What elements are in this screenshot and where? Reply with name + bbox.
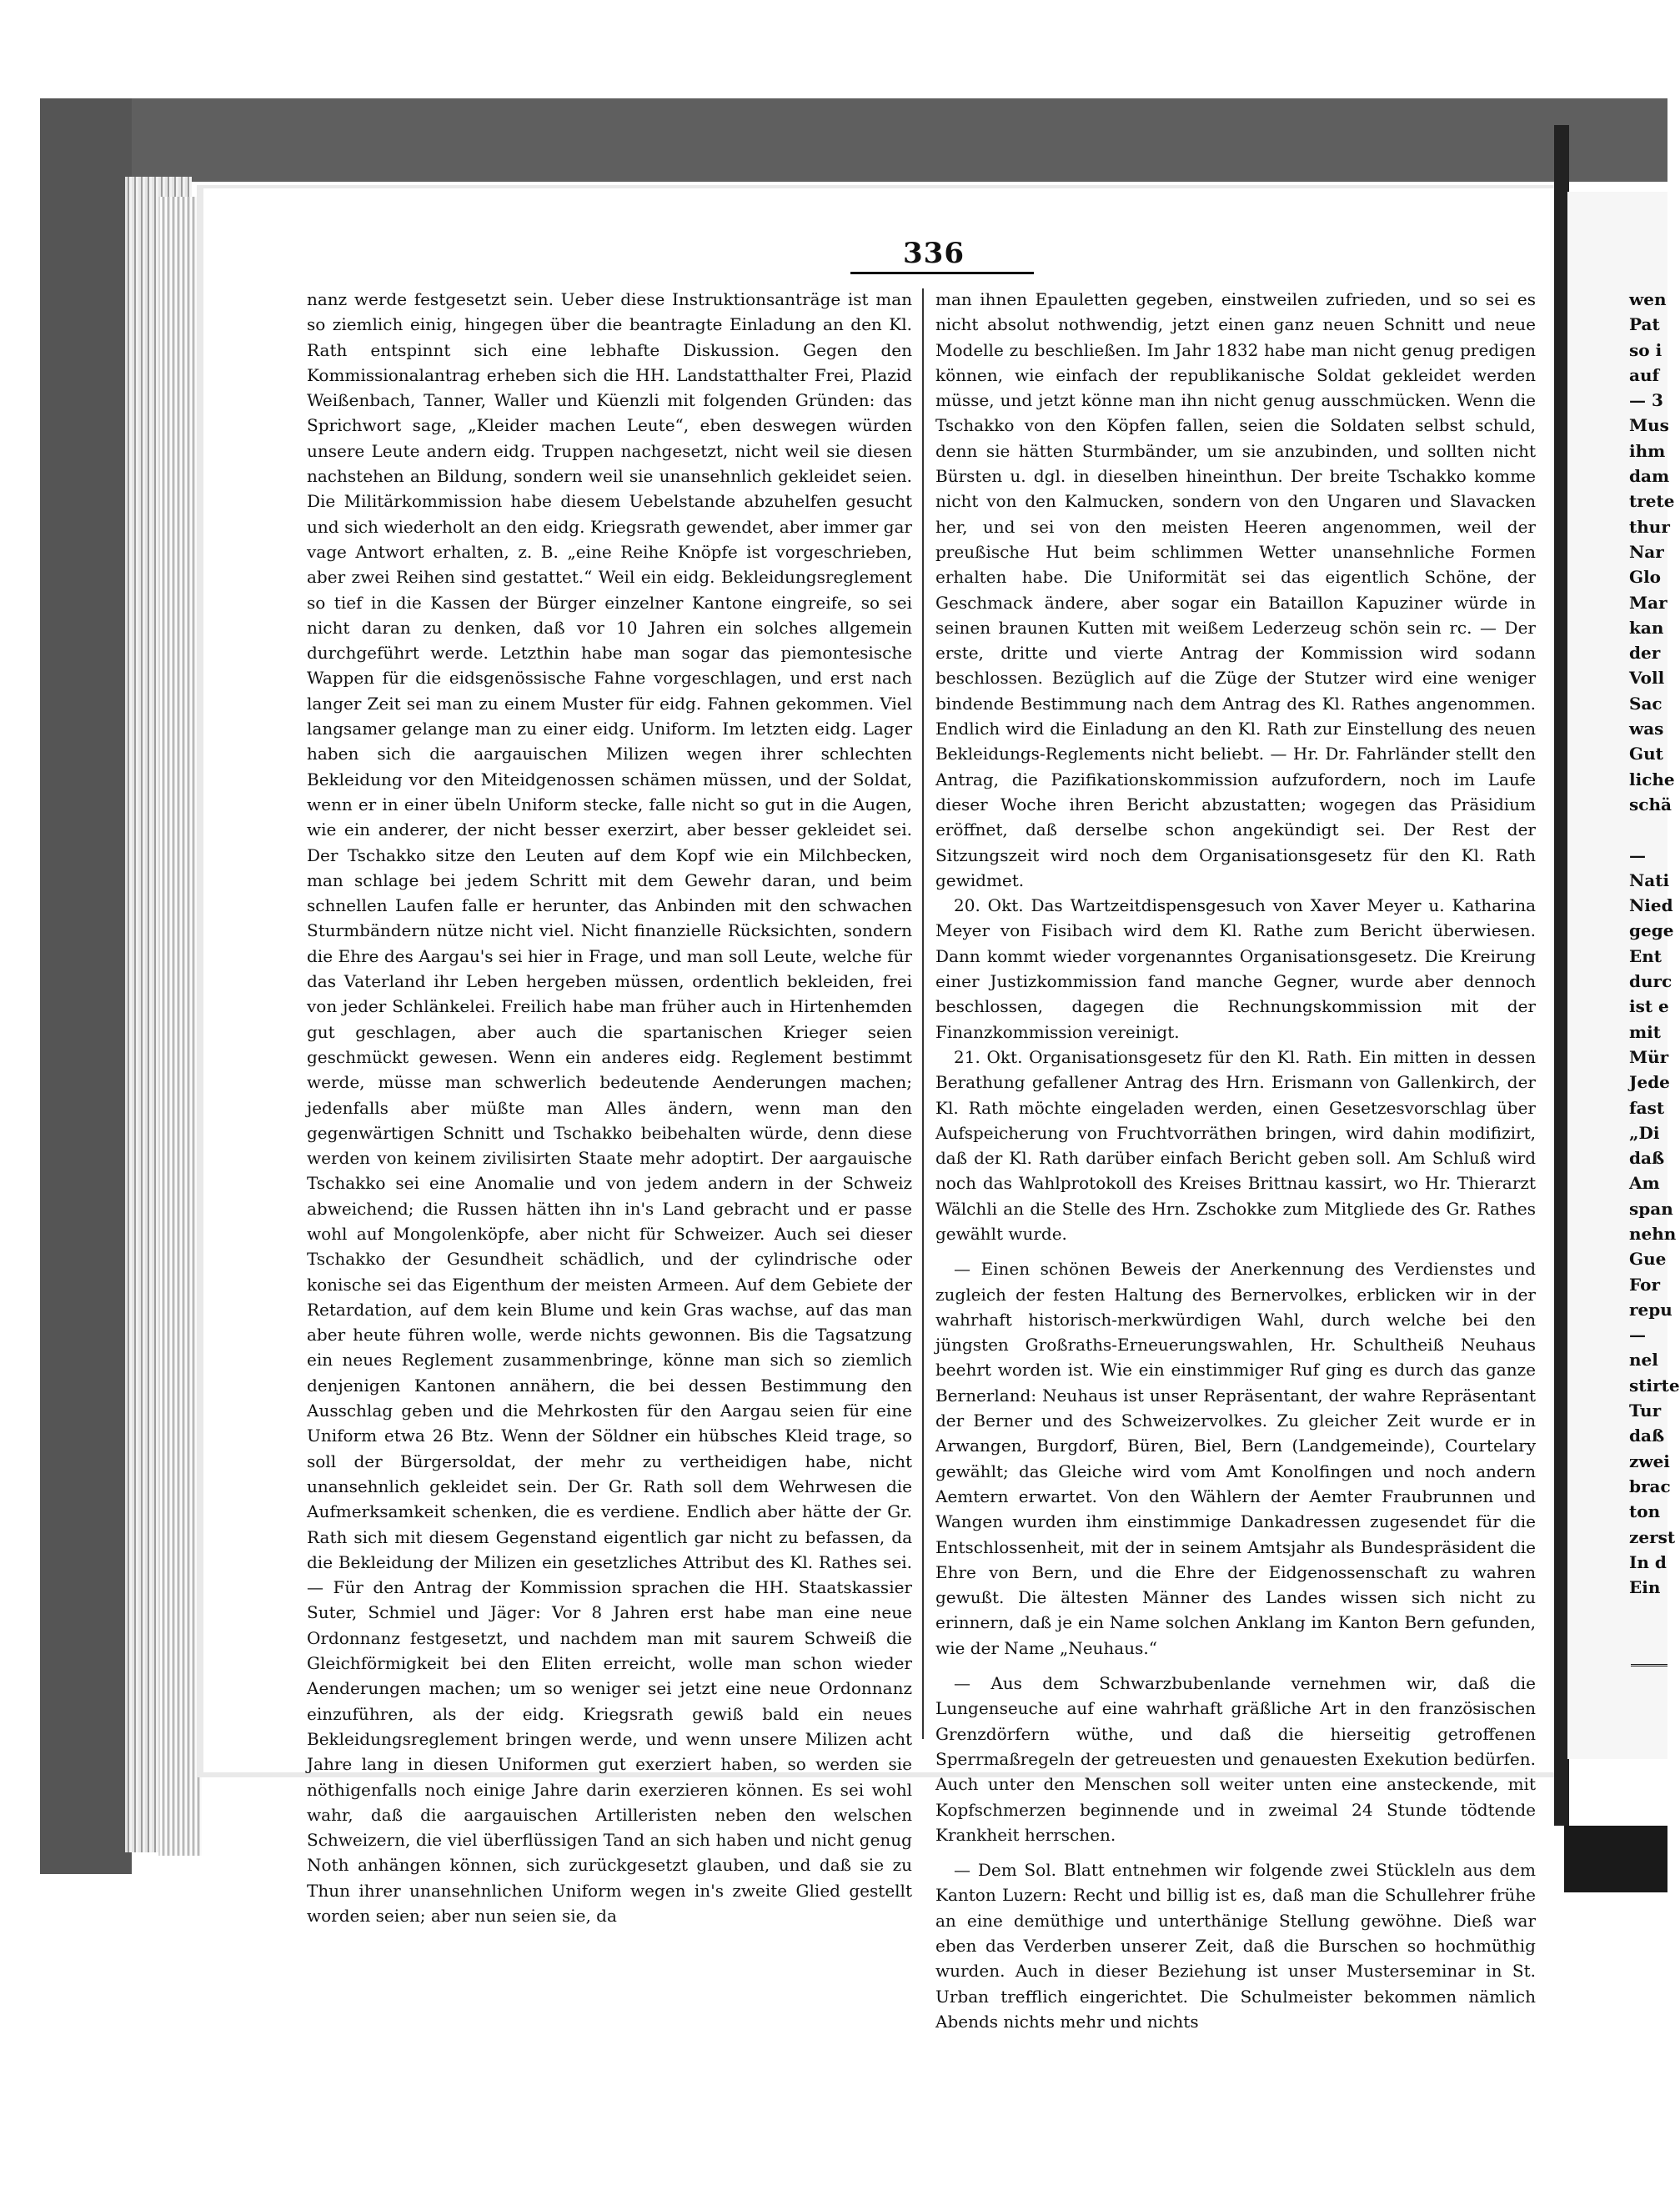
margin-fragment: Sac: [1629, 693, 1662, 714]
article-paragraph: 21. Okt. Organisationsgesetz für den Kl. Rath. Ein mitten in dessen Berathung gefallener Antrag des Hrn. Erismann von Gallenkirch, der Kl. Rath möchte eingeladen werden, einen Gesetzesvorschlag über Aufspeicherung von Fruchtvorräthen bringen, wird dahin modifizirt, daß der Kl. Rath darüber einfach Bericht geben soll. Am Schluß wird noch das Wahlprotokoll des Kreises Brittnau kassirt, wo Hr. Thierarzt Wälchli an die Stelle des Hrn. Zschokke zum Mitgliede des Gr. Rathes gewählt wurde.: [935, 1046, 1536, 1244]
article-paragraph: nanz werde festgesetzt sein. Ueber diese Instruktionsanträge ist man so ziemlich einig, hingegen über die beantragte Einladung an den Kl. Rath entspinnt sich eine lebhafte Diskussion. Gegen den Kommissionalantrag erheben sich die HH. Landstatthalter Frei, Plazid Weißenbach, Tanner, Waller und Küenzli mit folgenden Gründen: das Sprichwort sage, „Kleider machen Leute“, eben deswegen würden unsere Leute andern eidg. Truppen nachgesetzt, nicht weil sie diesen nachstehen an Bildung, sondern weil sie unansehnlich gekleidet seien. Die Militärkommission habe diesem Uebelstande abzuhelfen gesucht und sich wiederholt an den eidg. Kriegsrath gewendet, aber immer gar vage Antwort erhalten, z. B. „eine Reihe Knöpfe ist vorgeschrieben, aber zwei Reihen sind gestattet.“ Weil ein eidg. Bekleidungsreglement so tief in die Kassen der Bürger einzelner Kantone eingreife, so sei nicht daran zu denken, daß vor 10 Jahren ein solches allgemein durchgeführt werde. Letzthin habe man sogar das piemontesische Wappen für die eidsgenössische Fahne vorgeschlagen, und erst nach langer Zeit sei man zu einem Muster für eidg. Fahnen gekommen. Viel langsamer gelange man zu einer eidg. Uniform. Im letzten eidg. Lager haben sich die aargauischen Milizen wegen ihrer schlechten Bekleidung vor den Miteidgenossen schämen müssen, und der Soldat, wenn er in einer übeln Uniform stecke, falle nicht so gut in die Augen, wie ein anderer, der nicht besser exerzirt, aber besser gekleidet sei. Der Tschakko sitze den Leuten auf dem Kopf wie ein Milchbecken, man schlage bei jedem Schritt mit dem Gewehr daran, und beim schnellen Laufen falle er herunter, das Anbinden mit den schwachen Sturmbändern nütze nicht viel. Nicht finanzielle Rücksichten, sondern die Ehre des Aargau's sei hier in Frage, und man soll Leute, welche für das Vaterland ihr Leben hergeben müssen, ordentlich bekleiden, frei von jeder Schlänkelei. Freilich habe man früher auch in Hirtenhemden gut geschlagen, aber auch die spartanischen Krieger seien geschmückt gewesen. Wenn ein anderes eidg. Reglement bestimmt werde, müsse man schwerlich bedeutende Aenderungen machen; jedenfalls aber müßte man Alles ändern, wenn man den gegenwärtigen Schnitt und Tschakko beibehalten würde, denn diese werden von keinem zivilisirten Staate mehr adoptirt. Der aargauische Tschakko sei eine Anomalie und von jedem andern in der Schweiz abweichend; die Russen hätten ihn in's Land gebracht und er passe wohl auf Mongolenköpfe, aber nicht für Schweizer. Auch sei dieser Tschakko der Gesundheit schädlich, und der cylindrische oder konische sei das Eigenthum der meisten Armeen. Auf dem Gebiete der Retardation, auf dem kein Blume und kein Gras wachse, auf das man aber heute führen wolle, werde nichts gewonnen. Bis die Tagsatzung ein neues Reglement zusammenbringe, könne man sich so ziemlich denjenigen Kantonen annähern, die bei dessen Bestimmung den Ausschlag geben und die Mehrkosten für den Aargau seien für eine Uniform etwa 26 Btz. Wenn der Söldner ein hübsches Kleid trage, so soll der Bürgersoldat, der mehr zu vertheidigen habe, nicht unansehnlich gekleidet sein. Der Gr. Rath soll dem Wehrwesen die Aufmerksamkeit schenken, die es verdiene. Endlich aber hätte der Gr. Rath sich mit diesem Gegenstand eigentlich gar nicht zu befassen, da die Bekleidung der Milizen ein gesetzliches Attribut des Kl. Rathes sei. — Für den Antrag der Kommission sprachen die HH. Staatskassier Suter, Schmiel und Jäger: Vor 8 Jahren erst habe man eine neue Ordonnanz festgesetzt, und nachdem man mit saurem Schweiß die Gleichförmigkeit bei den Eliten erreicht, wolle man schon wieder Aenderungen machen; um so weniger sei jetzt eine neue Ordonnanz einzuführen, als der eidg. Kriegsrath gewiß bald ein neues Bekleidungsreglement bringen werde, und wenn unsere Milizen acht Jahre lang in diesen Uniformen gut exerziert haben, so werden sie nöthigenfalls noch einige Jahre darin exerzieren können. Es sei wohl wahr, daß die aargauischen Artilleristen neben den welschen Schweizern, die viel überflüssigen Tand an sich haben und nicht genug Noth anhängen können, sich zurückgesetzt glauben, und daß sie zu Thun ihrer unansehnlichen Uniform wegen in's zweite Glied gestellt worden seien; aber nun seien sie, da: [307, 289, 912, 1926]
scan-background-top: [40, 98, 1667, 182]
margin-fragment: Voll: [1629, 668, 1665, 689]
scan-corner-dark: [1564, 1826, 1667, 1892]
left-column: [307, 287, 912, 1928]
margin-fragment: Ein: [1629, 1577, 1661, 1598]
book-page-edges-inner: [158, 197, 202, 1856]
margin-fragment: ton: [1629, 1501, 1661, 1522]
margin-fragment: Gue: [1629, 1249, 1667, 1270]
margin-fragment: ihm: [1629, 440, 1666, 461]
margin-fragment: nehn: [1629, 1223, 1677, 1244]
margin-fragment: daß: [1629, 1426, 1665, 1446]
margin-fragment: daß: [1629, 1148, 1665, 1169]
margin-fragment: —: [1629, 1325, 1646, 1346]
header-rule: [850, 272, 1034, 274]
margin-fragment: auf: [1629, 364, 1660, 385]
page-number: 336: [903, 237, 965, 270]
margin-fragment: „Di: [1629, 1122, 1660, 1143]
margin-fragment: zerst: [1629, 1526, 1676, 1547]
margin-fragment: Nati: [1629, 869, 1670, 890]
margin-fragment: Glo: [1629, 567, 1662, 588]
margin-fragment: durc: [1629, 971, 1672, 992]
margin-fragment: kan: [1629, 617, 1664, 638]
margin-fragment: schä: [1629, 794, 1672, 814]
margin-fragment: Mar: [1629, 592, 1667, 613]
margin-fragment: For: [1629, 1274, 1660, 1295]
margin-fragment: Mür: [1629, 1046, 1669, 1067]
next-page-rule: [1631, 1664, 1667, 1666]
right-column: [935, 287, 1536, 2034]
margin-fragment: Nied: [1629, 895, 1673, 916]
margin-fragment: [1629, 817, 1667, 842]
margin-fragment: Mus: [1629, 415, 1669, 436]
margin-fragment: — 3: [1629, 390, 1663, 411]
scan-background-left: [40, 98, 132, 1874]
margin-fragment: zwei: [1629, 1451, 1670, 1471]
margin-fragment: Am: [1629, 1173, 1660, 1194]
margin-fragment: Ent: [1629, 945, 1662, 966]
margin-fragment: —: [1629, 844, 1646, 865]
margin-fragment: mit: [1629, 1021, 1661, 1042]
margin-fragment: trete: [1629, 491, 1675, 512]
margin-fragment: brac: [1629, 1476, 1671, 1496]
margin-fragment: Tur: [1629, 1401, 1662, 1421]
margin-fragment: Jede: [1629, 1072, 1670, 1093]
margin-fragment: Gut: [1629, 744, 1663, 764]
margin-fragment: thur: [1629, 516, 1670, 537]
margin-fragment: was: [1629, 719, 1664, 739]
margin-fragment: Pat: [1629, 314, 1660, 335]
margin-fragment: stirte: [1629, 1375, 1680, 1396]
margin-fragment: so i: [1629, 339, 1662, 360]
column-divider: [922, 288, 924, 1739]
margin-fragment: In d: [1629, 1551, 1667, 1572]
margin-fragment: fast: [1629, 1097, 1665, 1118]
margin-fragment: Nar: [1629, 541, 1664, 562]
article-paragraph: — Aus dem Schwarzbubenlande vernehmen wir, daß die Lungenseuche auf eine wahrhaft gräßliche Art in den französischen Grenzdörfern wüthe, und daß die hierseitig getroffenen Sperrmaßregeln der getreuesten und genauesten Exekution bedürfen. Auch unter den Menschen soll weiter unten eine ansteckende, mit Kopfschmerzen beginnende und in zweimal 24 Stunde tödtende Krankheit herrschen.: [935, 1673, 1536, 1845]
margin-fragment: liche: [1629, 769, 1675, 789]
article-paragraph: 20. Okt. Das Wartzeitdispensgesuch von Xaver Meyer u. Katharina Meyer von Fisibach wird dem Kl. Rathe zum Bericht überwiesen. Dann kommt wieder vorgenanntes Organisationsgesetz. Die Kreirung einer Justizkommission fand manche Gegner, wurde aber dennoch beschlossen, dagegen die Rechnungskommission mit der Finanzkommission vereinigt.: [935, 895, 1536, 1042]
margin-fragment: wen: [1629, 289, 1667, 309]
next-page-margin-text: [1629, 287, 1680, 1600]
article-paragraph: man ihnen Epauletten gegeben, einstweilen zufrieden, und so sei es nicht absolut nothwendig, jetzt einen ganz neuen Schnitt und neue Modelle zu beschließen. Im Jahr 1832 habe man nicht genug predigen können, wie einfach der republikanische Soldat gekleidet werden müsse, und jetzt könne man ihn nicht genug ausschmücken. Wenn die Tschakko von den Köpfen fallen, seien die Soldaten selbst schuld, denn sie hätten Sturmbänder, um sie anzubinden, und sollten nicht Bürsten u. dgl. in dieselben hineinthun. Der breite Tschakko komme nicht von den Kalmucken, sondern von den Ungaren und Slavacken her, und sei von den meisten Heeren angenommen, weil der preußische Hut beim schlimmen Wetter unansehnliche Formen erhalten habe. Die Uniformität sei das eigentlich Schöne, der Geschmack ändere, aber sogar ein Bataillon Kapuziner würde in seinen braunen Kutten mit weißem Lederzeug schön sein rc. — Der erste, dritte und vierte Antrag der Kommission wird sodann beschlossen. Bezüglich auf die Züge der Stutzer wird eine weniger bindende Bestimmung nach dem Antrag des Kl. Rathes angenommen. Endlich wird die Einladung an den Kl. Rath zur Einstellung des neuen Bekleidungs-Reglements nicht beliebt. — Hr. Dr. Fahrländer stellt den Antrag, die Pazifikationskommission aufzufordern, noch im Laufe dieser Woche ihren Bericht abzustatten; wogegen das Präsidium eröffnet, daß derselbe schon angekündigt sei. Der Rest der Sitzungszeit wird noch dem Organisationsgesetz für den Kl. Rath gewidmet.: [935, 289, 1536, 890]
margin-fragment: nel: [1629, 1350, 1658, 1371]
margin-fragment: span: [1629, 1198, 1673, 1219]
margin-fragment: der: [1629, 643, 1661, 664]
margin-fragment: ist e: [1629, 996, 1669, 1017]
margin-fragment: repu: [1629, 1299, 1672, 1320]
article-paragraph: — Dem Sol. Blatt entnehmen wir folgende zwei Stückleln aus dem Kanton Luzern: Recht und billig ist es, daß man die Schullehrer frühe an eine demüthige und unterthänige Stellung gewöhne. Dieß war eben das Verderben unserer Zeit, daß die Burschen so hochmüthig wurden. Auch in dieser Beziehung ist unser Musterseminar in St. Urban trefflich eingerichtet. Die Schulmeister bekommen nämlich Abends nichts mehr und nichts: [935, 1860, 1536, 2032]
margin-fragment: dam: [1629, 466, 1670, 487]
article-paragraph: — Einen schönen Beweis der Anerkennung des Verdienstes und zugleich der festen Haltung des Bernervolkes, erblicken wir in der wahrhaft historisch-merkwürdigen Wahl, durch welche bei den jüngsten Großraths-Erneuerungswahlen, Hr. Schultheiß Neuhaus beehrt worden ist. Wie ein einstimmiger Ruf ging es durch das ganze Bernerland: Neuhaus ist unser Repräsentant, der wahre Repräsentant der Berner und des Schweizervolkes. Zu gleicher Zeit wurde er in Arwangen, Burgdorf, Büren, Biel, Bern (Landgemeinde), Courtelary gewählt; das Gleiche wird vom Amt Konolfingen und noch andern Aemtern erwartet. Von den Wählern der Aemter Fraubrunnen und Wangen wurden ihm einstimmige Dankadressen zugesendet für die Entschlossenheit, mit der in seinem Amtsjahr als Bundespräsident die Ehre von Bern, und die Ehre der Eidgenossenschaft zu wahren gewußt. Die ältesten Männer des Landes wissen sich nicht zu erinnern, daß je ein Name solchen Anklang im Kanton Bern gefunden, wie der Name „Neuhaus.“: [935, 1259, 1536, 1658]
margin-fragment: gege: [1629, 920, 1674, 941]
